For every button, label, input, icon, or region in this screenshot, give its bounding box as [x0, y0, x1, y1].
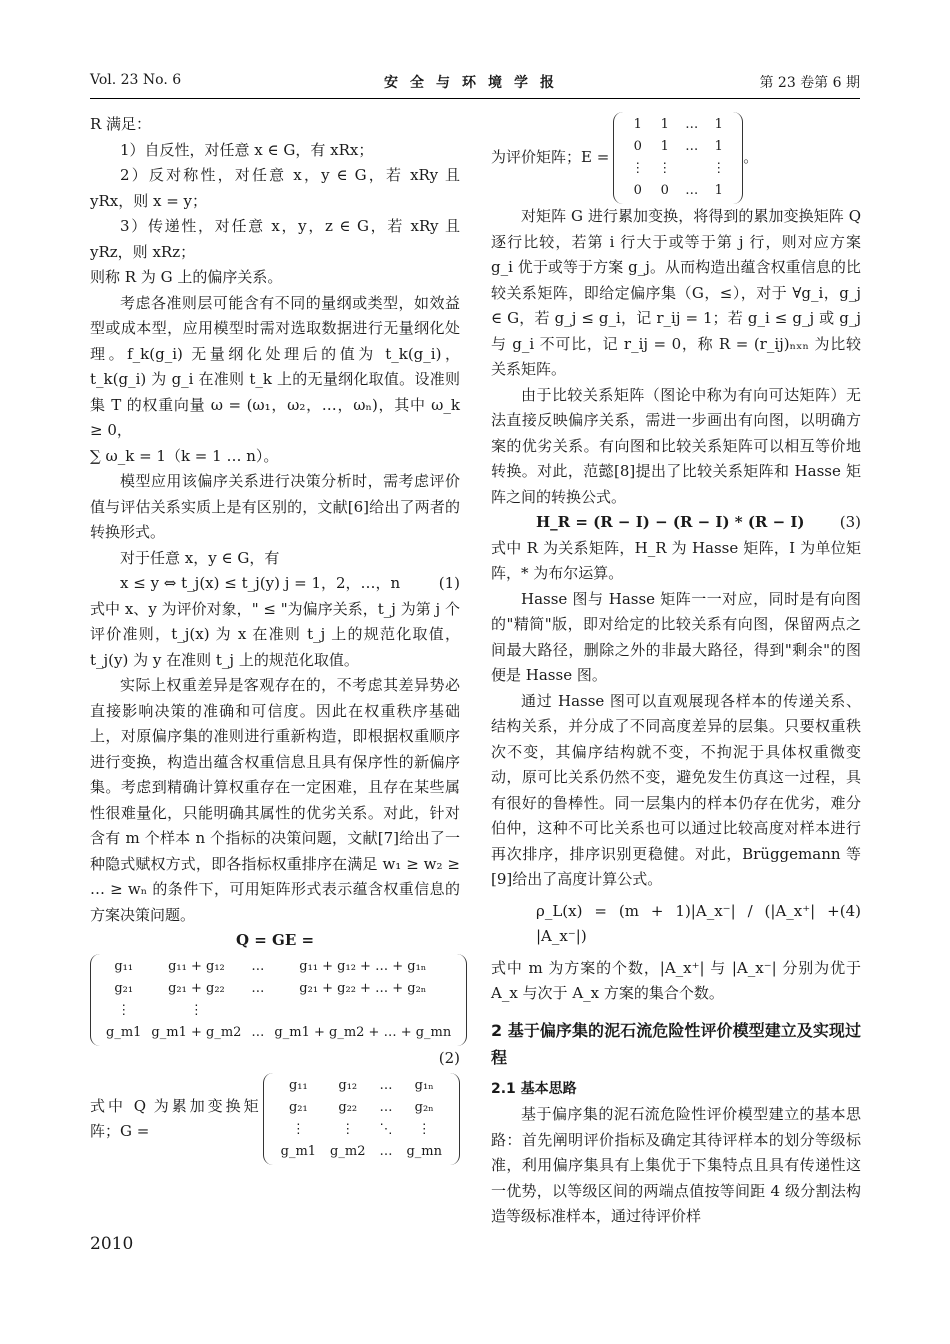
equation-number: (2): [438, 1048, 460, 1067]
matrix-cell: g₂₁: [114, 980, 134, 996]
matrix-cell: 0: [633, 139, 642, 154]
matrix-cell: g₁ₙ: [414, 1078, 434, 1093]
paragraph: 基于偏序集的泥石流危险性评价模型建立的基本思路：首先阐明评价指标及确定其待评样本的划分等级标准，利用偏序集具有上集优于下集特点且具有传递性这一优势，以等级区间的两端点值按等间距 4 级分割法构造等级标准样本，通过待评价样: [491, 1105, 861, 1225]
equation-number: (3): [839, 513, 861, 531]
matrix-row: [274, 1097, 449, 1119]
page-number: 2010: [90, 1234, 134, 1254]
paragraph: 对矩阵 G 进行累加变换，将得到的累加变换矩阵 Q 逐行比较，若第 i 行大于或等于第 j 行，则对应方案 g_i 优于或等于方案 g_j。从而构造出蕴含权重信息的比较关系矩阵，即给定偏序集（G，≤），对于 ∀g_i，g_j ∈ G，若 g_j ≤ g_i，记 r_ij = 1；若 g_i ≤ g_j 或 g_j 与 g_i 不可比，记 r_ij = 0，称 R = (r_ij)ₙₓₙ 为比较关系矩阵。: [491, 207, 861, 378]
equation-number: (1): [438, 574, 460, 592]
matrix-row: [624, 136, 732, 158]
equation-1: [90, 571, 460, 597]
paragraph: 式中 R 为关系矩阵，H_R 为 Hasse 矩阵，I 为单位矩阵，* 为布尔运算。: [491, 538, 861, 582]
equation-number: (4): [839, 901, 861, 920]
paragraph: 2）反对称性，对任意 x，y ∈ G，若 xRy 且 yRx，则 x = y；: [90, 166, 460, 210]
matrix-cell: g_m1: [280, 1144, 317, 1159]
paragraph: 式中 m 为方案的个数，|A_x⁺| 与 |A_x⁻| 分别为优于 A_x 与次于 A_x 方案的集合个数。: [491, 958, 861, 1002]
matrix-cell: …: [379, 1100, 393, 1115]
matrix-cell: [246, 1000, 269, 1022]
matrix-cell: …: [251, 1024, 265, 1040]
matrix-cell: ⋮: [117, 1002, 131, 1018]
paragraph: 式中 Q 为累加变换矩阵；G =: [90, 1096, 259, 1140]
matrix-row: [274, 1141, 449, 1163]
paragraph: 为评价矩阵；E =: [491, 148, 610, 167]
matrix-row: [624, 180, 732, 202]
matrix-cell: g₁₁ + g₁₂: [168, 958, 225, 974]
paragraph: 式中 x、y 为评价对象，" ≤ "为偏序关系，t_j 为第 j 个评价准则，t_j(x) 为 x 在准则 t_j 上的规范化取值，t_j(y) 为 y 在准则 t_j 上的规范化取值。: [90, 599, 460, 669]
matrix-cell: …: [685, 117, 699, 132]
subsection-heading: 2.1 基本思路: [491, 1080, 577, 1097]
equation-body: H_R = (R − I) − (R − I) * (R − I): [536, 513, 805, 531]
matrix-cell: g₂₁: [288, 1100, 308, 1115]
paragraph: 通过 Hasse 图可以直观展现各样本的传递关系、结构关系，并分成了不同高度差异的层集。只要权重秩次不变，其偏序结构就不变，不拘泥于具体权重微变动，原可比关系仍然不变，避免发生仿真这一过程，具有很好的鲁棒性。同一层集内的样本仍存在优劣，难分伯仲，这种不可比关系也可以通过比较高度对样本进行再次排序，排序识别更稳健。对此，Brüggemann 等[9]给出了高度计算公式。: [491, 691, 861, 888]
e-matrix: [613, 112, 743, 204]
paragraph: 3）传递性，对任意 x，y，z ∈ G，若 xRy 且 yRz，则 xRz；: [90, 217, 460, 261]
matrix-cell: ⋮: [631, 161, 645, 176]
paragraph: Hasse 图与 Hasse 矩阵一一对应，同时是有向图的"精简"版，即对给定的比较关系有向图，保留两点之间最大路径，删除之外的非最大路径，得到"剩余"的图便是 Hasse 图。: [491, 589, 861, 684]
matrix-cell: g₁₁ + g₁₂ + … + g₁ₙ: [299, 958, 427, 974]
left-column: [90, 112, 460, 1165]
matrix-cell: ⋮: [658, 161, 672, 176]
matrix-cell: 1: [714, 139, 723, 154]
paragraph: 对于任意 x，y ∈ G，有: [120, 548, 280, 567]
equation-2-title: Q = GE =: [235, 931, 315, 949]
matrix-cell: 1: [660, 117, 669, 132]
paragraph: 考虑各准则层可能含有不同的量纲或类型，如效益型或成本型，应用模型时需对选取数据进行无量纲化处理。f_k(g_i) 无量纲化处理后的值为 t_k(g_i)，t_k(g_i) 为 g_i 在准则 t_k 上的无量纲化取值。设准则集 T 的权重向量 ω = (ω₁，ω₂，…，ωₙ)，其中 ω_k ≥ 0，: [90, 293, 460, 439]
matrix-cell: g₂₁ + g₂₂ + … + g₂ₙ: [299, 980, 427, 996]
matrix-cell: …: [251, 980, 265, 996]
g-matrix: [263, 1073, 460, 1165]
section-heading: 2 基于偏序集的泥石流危险性评价模型建立及实现过程: [491, 1020, 861, 1067]
matrix-cell: g₂ₙ: [414, 1100, 434, 1115]
matrix-cell: …: [685, 183, 699, 198]
matrix-cell: g_m1 + g_m2: [151, 1024, 242, 1040]
header-rule: [90, 98, 860, 99]
matrix-row: [101, 1000, 456, 1022]
matrix-cell: g_m1 + g_m2 + … + g_mn: [274, 1024, 452, 1040]
paragraph: R 满足：: [90, 115, 152, 133]
equation-body: ρ_L(x) = (m + 1)|A_x⁻| / (|A_x⁺| + |A_x⁻|): [536, 901, 840, 945]
matrix-row: [624, 114, 732, 136]
matrix-cell: g₁₁: [114, 958, 134, 974]
matrix-cell: g_m2: [330, 1144, 366, 1159]
matrix-cell: …: [379, 1144, 393, 1159]
matrix-cell: …: [379, 1078, 393, 1093]
matrix-cell: 0: [660, 183, 669, 198]
paragraph: ∑ ω_k = 1（k = 1 … n）。: [90, 446, 279, 465]
equation-body: x ≤ y ⇔ t_j(x) ≤ t_j(y) j = 1，2，…，n: [120, 574, 401, 592]
matrix-row: [101, 956, 456, 978]
matrix-cell: 1: [660, 139, 669, 154]
matrix-cell: ⋮: [712, 161, 726, 176]
matrix-cell: g₂₁ + g₂₂: [168, 980, 225, 996]
journal-issue: 第 23 卷第 6 期: [759, 75, 860, 91]
matrix-row: [101, 978, 456, 1000]
journal-volume: Vol. 23 No. 6: [90, 72, 182, 88]
paragraph: 由于比较关系矩阵（图论中称为有向可达矩阵）无法直接反映偏序关系，需进一步画出有向图，以明确方案的优劣关系。有向图和比较关系矩阵可以相互等价地转换。对此，范懿[8]提出了比较关系矩阵和 Hasse 矩阵之间的转换公式。: [491, 385, 861, 506]
matrix-cell: ⋮: [417, 1122, 431, 1137]
paragraph: 实际上权重差异是客观存在的，不考虑其差异势必直接影响决策的准确和可信度。因此在权重秩序基础上，对原偏序集的准则进行重新构造，即根据权重顺序进行变换，构造出蕴含权重信息且具有保序性的新偏序集。考虑到精确计算权重存在一定困难，且存在某些属性很难量化，只能明确其属性的优劣关系。对此，针对含有 m 个样本 n 个指标的决策问题，文献[7]给出了一种隐式赋权方式，即各指标权重排序在满足 w₁ ≥ w₂ ≥ … ≥ wₙ 的条件下，可用矩阵形式表示蕴含权重信息的方案决策问题。: [90, 676, 460, 924]
matrix-cell: …: [251, 958, 265, 974]
paragraph: 1）自反性，对任意 x ∈ G，有 xRx；: [120, 140, 374, 159]
equation-4: [491, 899, 861, 950]
matrix-row: [274, 1075, 449, 1097]
matrix-cell: …: [685, 139, 699, 154]
matrix-cell: g₁₁: [288, 1078, 308, 1093]
matrix-cell: 1: [714, 117, 723, 132]
punctuation: 。: [743, 148, 759, 167]
matrix-row: [101, 1022, 456, 1044]
matrix-cell: [678, 158, 705, 180]
right-column: [491, 112, 861, 1230]
equation-3: [491, 510, 861, 536]
matrix-cell: g₁₂: [338, 1078, 358, 1093]
matrix-cell: ⋮: [341, 1122, 355, 1137]
matrix-cell: [269, 1000, 456, 1022]
matrix-cell: ⋮: [189, 1002, 203, 1018]
matrix-cell: g_m1: [106, 1024, 142, 1040]
matrix-row: [274, 1119, 449, 1141]
paragraph: 模型应用该偏序关系进行决策分析时，需考虑评价值与评估关系实质上是有区别的，文献[6]给出了两者的转换形式。: [90, 472, 460, 541]
matrix-cell: 0: [633, 183, 642, 198]
matrix-cell: g_mn: [406, 1144, 442, 1159]
matrix-row: [624, 158, 732, 180]
journal-title: 安全与环境学报: [384, 75, 566, 91]
matrix-cell: g₂₂: [338, 1100, 358, 1115]
q-matrix: [90, 954, 467, 1046]
matrix-cell: ⋱: [379, 1122, 393, 1137]
matrix-cell: ⋮: [291, 1122, 305, 1137]
matrix-cell: 1: [714, 183, 723, 198]
matrix-cell: 1: [633, 117, 642, 132]
paragraph: 则称 R 为 G 上的偏序关系。: [90, 268, 283, 286]
